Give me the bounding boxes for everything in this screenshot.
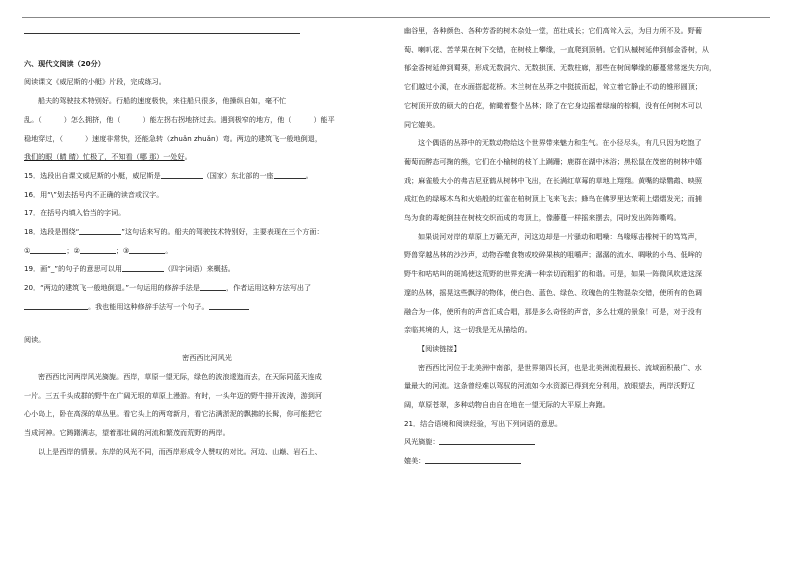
q20-blank-1[interactable] xyxy=(200,281,226,291)
q18-blank-main[interactable] xyxy=(79,225,121,235)
answer-line[interactable] xyxy=(24,24,300,34)
read-label: 阅读。 xyxy=(24,334,46,344)
instruction: 阅读课文《威尼斯的小艇》片段，完成练习。 xyxy=(24,77,166,87)
question-21: 21．结合语境和阅读经验，写出下列词语的意思。 xyxy=(404,418,562,428)
passage-line-1: 船夫的驾驶技术特别好。行船的速度极快，来往船只很多，他操纵自如，毫不忙 xyxy=(38,96,287,106)
right-line-2: 萄、喇叭花、苦苹果在树下交错，在树枝上攀缘，一直爬到顶梢。它们从槭树延伸到郁金香树，从 xyxy=(404,44,710,54)
q18-blank-3[interactable] xyxy=(129,244,165,254)
word-2-blank[interactable] xyxy=(425,454,521,464)
right-line-15: 邃的丛林，摇晃这些飘浮的物体，使白色、蓝色、绿色、玫瑰色的生物混杂交错，使所有的色调 xyxy=(404,287,702,297)
right-line-10: 成红色的绿啄木鸟和火焰般的红雀在柏树顶上飞来飞去；蜂鸟在佛罗里达茉莉上熠熠发光；而捕 xyxy=(404,194,702,204)
question-18: 18．选段是围绕“ ”这句话来写的。船夫的驾驶技术特别好，主要表现在三个方面： xyxy=(24,227,324,237)
word-1-blank[interactable] xyxy=(439,435,535,445)
right-line-13: 野兽穿越丛林的沙沙声，动物吞噬食物或咬碎果核的咀嚼声；潺潺的流水、啁啾的小鸟、低哞的 xyxy=(404,250,702,260)
right-line-12: 如果说河对岸的草原上万籁无声，河这边却是一片骚动和唱噪：鸟喙啄击橡树干的笃笃声， xyxy=(418,231,702,241)
right-line-9: 戏；麻雀般大小的弗吉尼亚鹤从树林中飞出，在长满红草莓的草地上翔翔。黄嘴的绿鹦鹉、映照 xyxy=(404,175,702,185)
word-2-row xyxy=(404,452,772,471)
right-line-11: 鸟为食的毒蛇倒挂在树枝交织而成的弯顶上，像藤蔓一样摇来摆去，同时发出阵阵嘶鸣。 xyxy=(404,213,681,223)
right-line-8: 葡萄而醉态可掬的熊，它们在小榆树的枝丫上蹒跚；鹿群在湖中沐浴；黑松鼠在茂密的树林中嬉 xyxy=(404,156,702,166)
q20-blank-3[interactable] xyxy=(209,300,249,310)
right-column xyxy=(404,22,772,471)
right-line-17: 亲临其境的人，这一切我是无从描绘的。 xyxy=(404,325,532,335)
answer-line-row xyxy=(24,22,390,41)
right-line-7: 这个偶语的丛莽中的无数动物给这个世界带来魅力和生气。在小径尽头，有几只因为吃饱了 xyxy=(418,138,702,148)
right-line-20: 阔，草原苍翠，多种动物自由自在地在一望无际的大平原上奔跑。 xyxy=(404,400,610,410)
q15-blank-1[interactable] xyxy=(161,169,203,179)
question-16: 16．用“\”划去括号内不正确的读音或汉字。 xyxy=(24,189,164,199)
question-20: 20．“两边的建筑飞一般地倒退。”一句运用的修辞手法是 ，作者运用这种方法写出了 xyxy=(24,283,312,293)
right-line-4: 它们越过小溪，在水面搭起花桥。木兰树在丛莽之中挺拔而起，耸立着它静止不动的锥形圆顶； xyxy=(404,82,702,92)
q19-blank[interactable] xyxy=(122,262,164,272)
question-15: 15．选段出自课文威尼斯的小艇，威尼斯是 （国家）东北部的一座 。 xyxy=(24,170,313,180)
passage2-line-5: 以上是西岸的情景。东岸的风光不同，而西岸形成令人赞叹的对比。河边、山巅、岩石上、 xyxy=(38,446,322,456)
right-line-6: 同它媲美。 xyxy=(404,119,440,129)
right-line-16: 融合为一体，使所有的声音汇成合唱，那是多么奇怪的声音，多么壮观的景象！可是，对于没有 xyxy=(404,306,702,316)
q20-blank-2[interactable] xyxy=(24,300,88,310)
passage2-line-2: 一片。三五千头成群的野牛在广阔无垠的草原上漫游。有时，一头年迈的野牛排开波涛，游到河 xyxy=(24,390,322,400)
q18-blank-2[interactable] xyxy=(80,244,116,254)
passage2-title: 密西西比河风光 xyxy=(182,353,232,363)
question-18-options: ① ；② ；③ 。 xyxy=(24,245,173,255)
word-2-label: 媲美： xyxy=(404,456,426,466)
q15-blank-2[interactable] xyxy=(274,169,306,179)
reading-link-title: 【阅读链接】 xyxy=(418,343,461,353)
passage-line-4: 我们的眼（睛 睛）忙极了，不知看（哪 那）一处好。 xyxy=(24,152,192,162)
question-19: 19．画“_”的句子的意思可以用 （四字词语）来概括。 xyxy=(24,264,235,274)
top-divider xyxy=(22,17,770,18)
right-line-1: 幽谷里，各种颜色、各种芳香的树木杂处一堂，茁壮成长；它们高耸入云，为目力所不及。野葡 xyxy=(404,26,702,35)
section-title: 六、现代文阅读（20分） xyxy=(24,58,105,68)
passage2-line-1: 密西西比河两岸风光旖旎。西岸，草原一望无际，绿色的波浪逶迤而去，在天际同蓝天连成 xyxy=(38,371,322,381)
left-column xyxy=(24,22,390,461)
question-17: 17．在括号内填入恰当的字词。 xyxy=(24,208,126,218)
passage-line-3: 稳地穿过，（ ）速度非常快，还能急转（zhuǎn zhuǎn）弯。两边的建筑飞一般地倒退， xyxy=(24,133,322,143)
right-line-5: 它树顶开放的硕大的白花，俯瞰着整个丛林；除了在它身边摇着绿扇的棕榈，没有任何树木可以 xyxy=(404,100,702,110)
underlined-sentence: 我们的眼（睛 睛）忙极了，不知看（哪 那）一处好 xyxy=(24,152,185,162)
right-line-3: 郁金香树延伸到蜀葵，形成无数洞穴、无数拱顶、无数柱廊，那些在树间攀缘的藤蔓常常迷失方向， xyxy=(404,63,717,73)
passage2-line-3: 心小岛上，卧在高深的草丛里。看它头上的两弯新月，看它沾满淤泥的飘拂的长髯，你可能把它 xyxy=(24,409,322,419)
word-1-row xyxy=(404,433,772,452)
right-line-18: 密西西比河位于北美洲中南部，是世界第四长河，也是北美洲流程最长、流域面积最广、水 xyxy=(418,362,702,372)
passage-line-2: 乱。（ ）怎么拥挤，他（ ）能左拐右拐地挤过去。遇到极窄的地方，他（ ）能平 xyxy=(24,114,335,124)
passage2-line-4: 当成河神。它踌躇满志，望着那壮阔的河流和繁茂而荒野的两岸。 xyxy=(24,428,230,438)
q18-blank-1[interactable] xyxy=(30,244,66,254)
right-line-19: 量最大的河流。这条曾经难以驾驭的河流如今水资源已得到充分利用，放眼望去，两岸沃野辽 xyxy=(404,381,695,391)
word-1-label: 风光旖旎： xyxy=(404,437,440,447)
right-line-14: 野牛和咕咕叫的斑鸠使这荒野的世界充满一种亲切而粗犷的和谐。可是，如果一阵微风吹进这深 xyxy=(404,269,702,279)
question-20-cont: 。我也能用这种修辞手法写一个句子。 xyxy=(24,298,390,317)
